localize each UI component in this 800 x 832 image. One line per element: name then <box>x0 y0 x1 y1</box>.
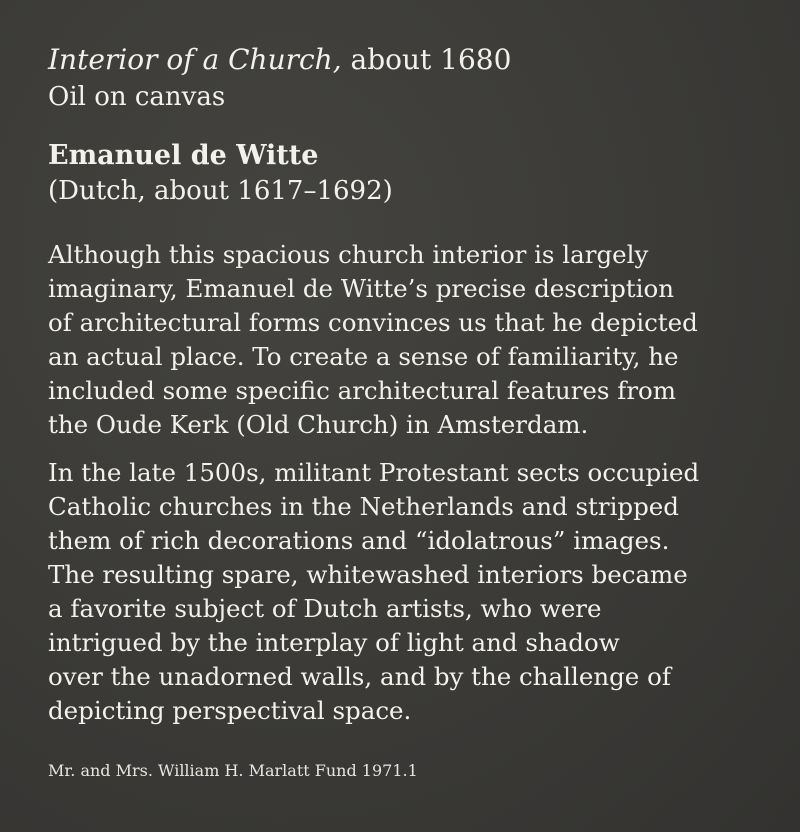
paragraph-line: over the unadorned walls, and by the challenge of <box>48 662 671 691</box>
paragraph-line: the Oude Kerk (Old Church) in Amsterdam. <box>48 410 589 439</box>
paragraph-line: depicting perspectival space. <box>48 696 412 725</box>
paragraph-line: them of rich decorations and “idolatrous” images. <box>48 526 670 555</box>
artist-name: Emanuel de Witte <box>48 140 319 171</box>
description-paragraph-1 <box>48 238 788 442</box>
paragraph-line: included some specific architectural features from <box>48 376 677 405</box>
description-paragraph-2 <box>48 456 788 728</box>
paragraph-line: intrigued by the interplay of light and shadow <box>48 628 620 657</box>
paragraph-line: of architectural forms convinces us that he depicted <box>48 308 698 337</box>
paragraph-line: The resulting spare, whitewashed interiors became <box>48 560 688 589</box>
artwork-title: Interior of a Church, <box>48 43 342 76</box>
paragraph-line: an actual place. To create a sense of familiarity, he <box>48 342 679 371</box>
artwork-medium: Oil on canvas <box>48 82 226 112</box>
artwork-title-line <box>48 43 512 76</box>
paragraph-line: Although this spacious church interior is largely <box>48 240 649 269</box>
artist-dates: (Dutch, about 1617–1692) <box>48 176 393 206</box>
paragraph-line: a favorite subject of Dutch artists, who were <box>48 594 602 623</box>
artwork-date: about 1680 <box>341 43 512 76</box>
paragraph-line: Catholic churches in the Netherlands and stripped <box>48 492 679 521</box>
paragraph-line: imaginary, Emanuel de Witte’s precise description <box>48 274 674 303</box>
credit-line: Mr. and Mrs. William H. Marlatt Fund 1971.1 <box>48 761 418 780</box>
paragraph-line: In the late 1500s, militant Protestant sects occupied <box>48 458 700 487</box>
